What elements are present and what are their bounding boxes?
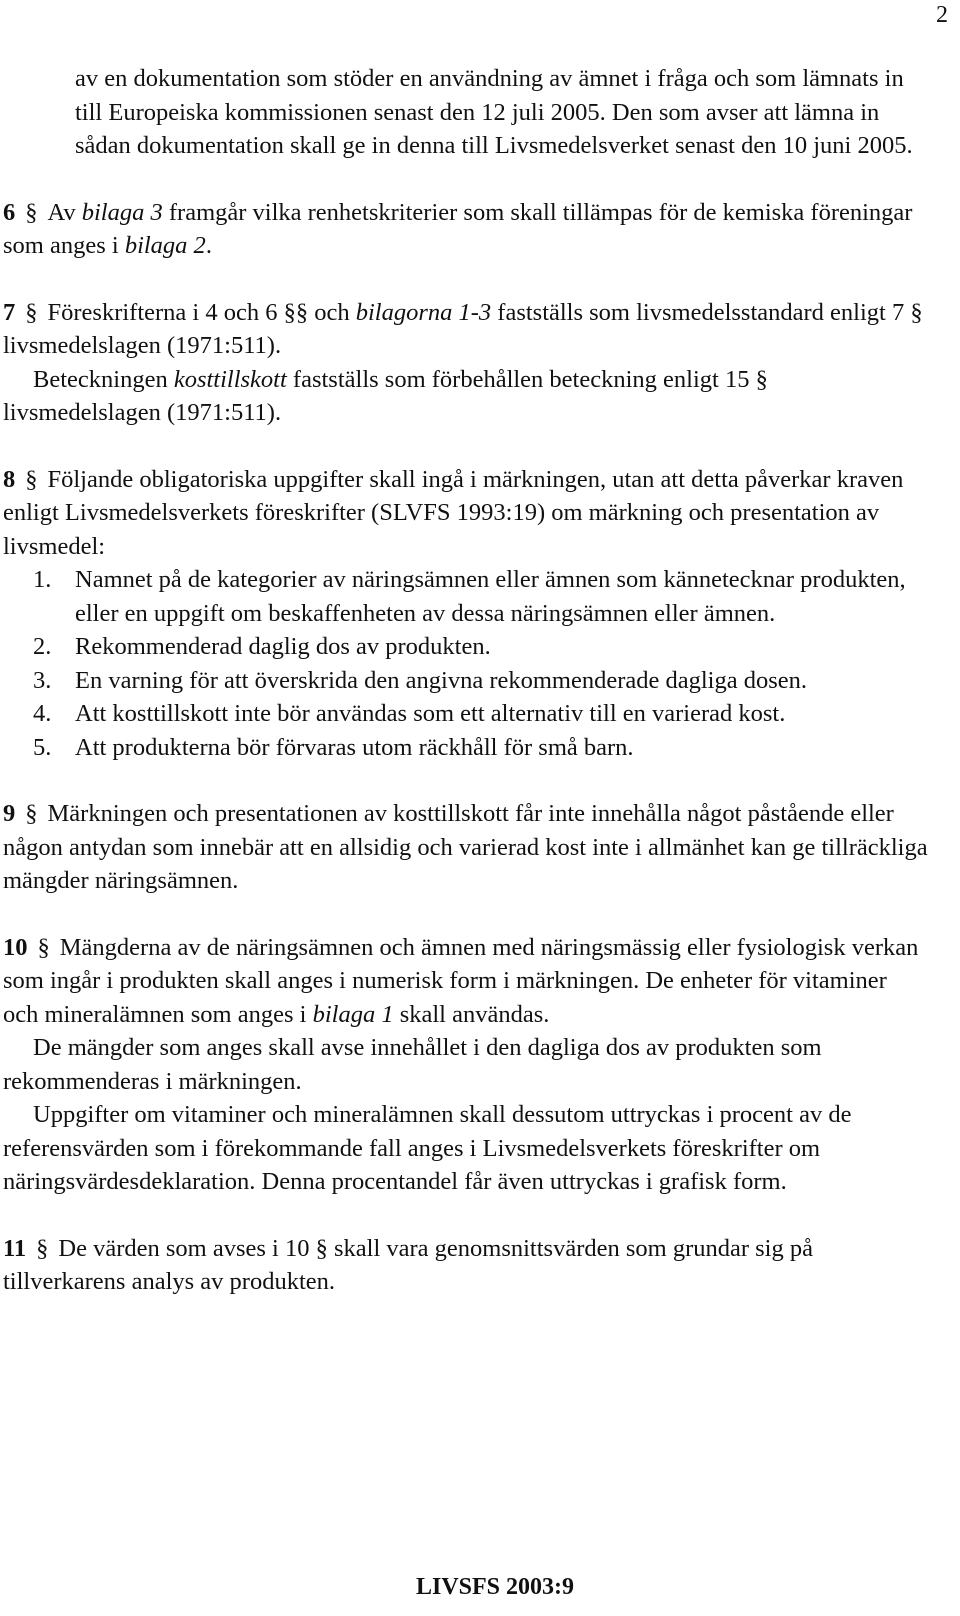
list-number: 5. <box>33 733 52 761</box>
text: Märkningen och presentationen av kosttillskott får inte innehålla något påstående eller någon antydan som innebär att en allsidig och varierad kost inte i allmänhet kan ge tillräckliga mängder näringsämnen. <box>3 800 928 894</box>
section-7 <box>3 296 928 363</box>
text: och <box>308 298 356 326</box>
list-text: Att produkterna bör förvaras utom räckhåll för små barn. <box>75 733 634 761</box>
section-sign: § <box>315 1234 328 1262</box>
list-text: En varning för att överskrida den angivna rekommenderade dagliga dosen. <box>75 666 808 694</box>
section-number: 7 <box>3 298 16 326</box>
section-sign: § <box>283 298 296 326</box>
section-9 <box>3 797 928 898</box>
text: Av <box>47 198 82 226</box>
annex-ref: bilaga 2 <box>124 232 206 259</box>
annex-ref: bilagorna 1-3 <box>355 298 492 326</box>
text: De värden som avses i 10 <box>58 1234 316 1262</box>
intro-paragraph: av en dokumentation som stöder en användning av ämnet i fråga och som lämnats in till Europeiska kommissionen senast den 12 juli 2005. Den som avser att lämna in sådan dokumentation skall ge in denna till Livsmedelsverket senast den 10 juni 2005. <box>75 65 913 159</box>
text: Föreskrifterna i 4 och 6 <box>47 298 284 326</box>
section-sign: § <box>910 298 923 326</box>
text: Beteckningen <box>33 365 174 393</box>
text: skall vara genomsnittsvärden som grundar sig på tillverkarens analys av produkten. <box>3 1234 813 1295</box>
list-number: 3. <box>33 666 52 694</box>
section-sign: § <box>36 1234 49 1262</box>
section-10-paragraph-3: Uppgifter om vitaminer och mineralämnen skall dessutom uttryckas i procent av de referensvärden som i förekommande fall anges i Livsmedelsverkets föreskrifter om näringsvärdesdeklaration. Denna procentandel får även uttryckas i grafisk form. <box>3 1101 852 1195</box>
section-10-paragraph-2: De mängder som anges skall avse innehållet i den dagliga dos av produkten som rekommenderas i märkningen. <box>3 1034 822 1095</box>
text: Mängderna av de näringsämnen och ämnen med näringsmässig eller fysiologisk verkan som ingår i produkten skall anges i numerisk form i märkningen. De enheter för vitaminer och mineralämnen som anges i <box>3 933 919 1028</box>
list-item <box>3 664 928 698</box>
section-7-paragraph-2 <box>3 363 928 430</box>
section-10 <box>3 931 928 1032</box>
section-number: 6 <box>3 198 16 226</box>
text: framgår vilka renhetskriterier som skall tillämpas för de kemiska föreningar som anges i <box>3 198 913 259</box>
text: fastställs som livsmedelsstandard enligt 7 <box>491 298 911 326</box>
labelling-requirements-list <box>3 563 928 764</box>
annex-ref: bilaga 3 <box>81 198 163 226</box>
text: Följande obligatoriska uppgifter skall ingå i märkningen, utan att detta påverkar kraven enligt Livsmedelsverkets föreskrifter (SLVFS 1993:19) om märkning och presentation av livsmedel: <box>3 465 904 560</box>
list-item <box>3 697 928 731</box>
document-body <box>3 62 928 1299</box>
list-number: 1. <box>33 566 52 593</box>
text: . <box>205 232 212 259</box>
section-11 <box>3 1232 928 1299</box>
section-sign: § <box>295 298 309 326</box>
section-sign: § <box>755 365 768 393</box>
annex-ref: bilaga 1 <box>312 1000 394 1028</box>
section-sign: § <box>37 933 50 961</box>
section-6 <box>3 196 928 263</box>
list-item <box>3 731 928 765</box>
text: livsmedelslagen (1971:511). <box>3 399 282 426</box>
section-number: 10 <box>3 933 28 961</box>
list-item <box>3 630 928 664</box>
list-text: Att kosttillskott inte bör användas som ett alternativ till en varierad kost. <box>75 700 786 727</box>
list-number: 4. <box>33 700 52 727</box>
section-number: 8 <box>3 465 16 493</box>
section-number: 11 <box>3 1234 27 1262</box>
section-sign: § <box>25 298 38 326</box>
list-item <box>3 563 928 630</box>
term: kosttillskott <box>173 365 287 393</box>
section-8 <box>3 463 928 564</box>
document-footer: LIVSFS 2003:9 <box>415 1574 575 1600</box>
section-sign: § <box>25 198 38 226</box>
section-sign: § <box>25 800 38 827</box>
list-text: Rekommenderad daglig dos av produkten. <box>75 633 491 660</box>
text: skall användas. <box>393 1000 550 1028</box>
text: livsmedelslagen (1971:511). <box>3 332 282 359</box>
section-sign: § <box>25 465 38 493</box>
text: fastställs som förbehållen beteckning enligt 15 <box>286 365 756 393</box>
list-text: Namnet på de kategorier av näringsämnen eller ämnen som kännetecknar produkten, eller en uppgift om beskaffenheten av dessa näringsämnen eller ämnen. <box>75 566 906 627</box>
page-number: 2 <box>936 2 948 28</box>
list-number: 2. <box>33 633 52 660</box>
section-number: 9 <box>3 800 16 827</box>
